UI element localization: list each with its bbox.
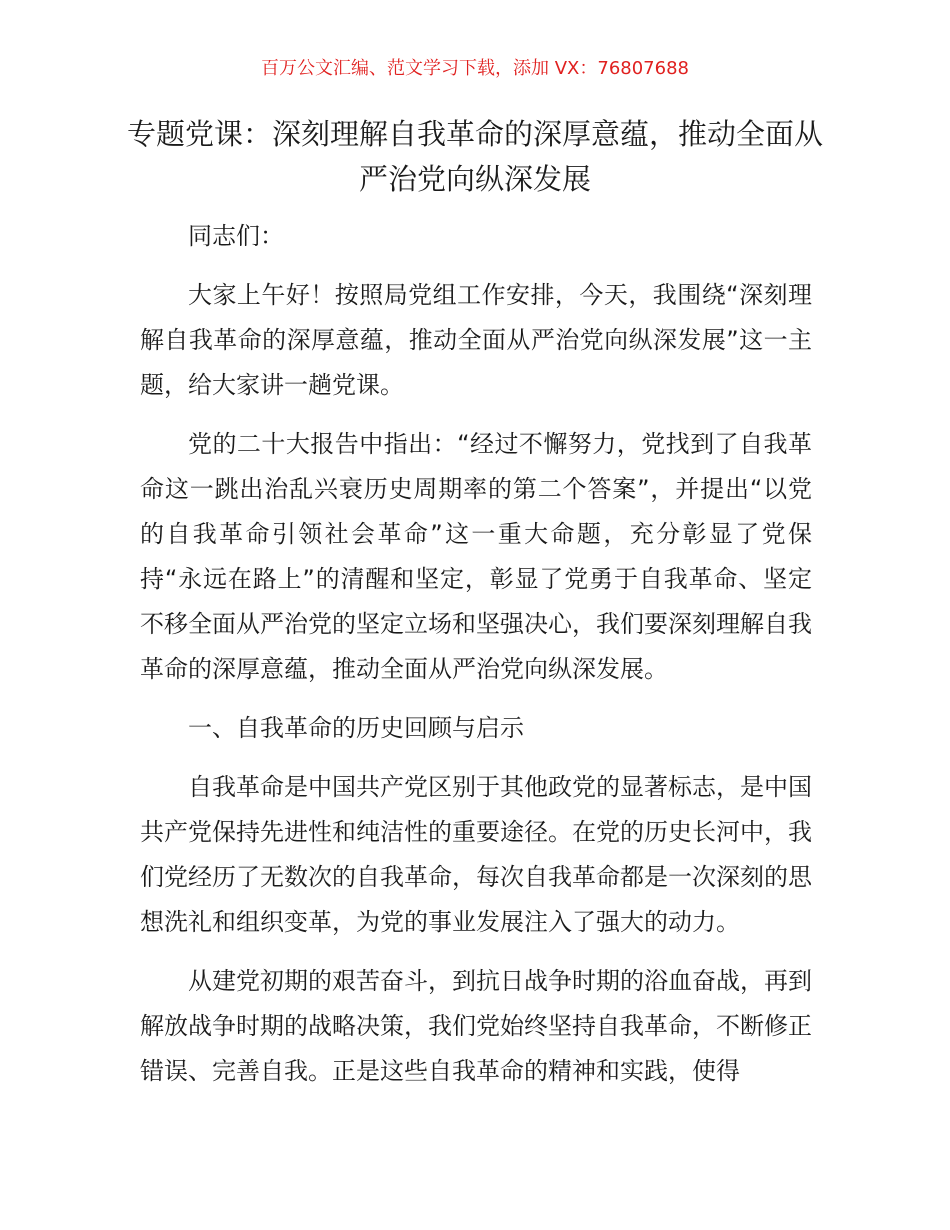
header-watermark-note: 百万公文汇编、范文学习下载，添加 VX：76807688 xyxy=(261,58,689,79)
body-paragraph: 自我革命是中国共产党区别于其他政党的显著标志，是中国共产党保持先进性和纯洁性的重要途径。在党的历史长河中，我们党经历了无数次的自我革命，每次自我革命都是一次深刻的思想洗礼和组织变革，为党的事业发展注入了强大的动力。 xyxy=(140,773,812,936)
salutation-paragraph: 同志们： xyxy=(188,222,284,250)
document-title: 专题党课：深刻理解自我革命的深厚意蕴，推动全面从严治党向纵深发展 xyxy=(126,117,823,196)
section-heading: 一、自我革命的历史回顾与启示 xyxy=(188,714,524,742)
body-paragraph: 大家上午好！按照局党组工作安排，今天，我围绕“深刻理解自我革命的深厚意蕴，推动全面从严治党向纵深发展”这一主题，给大家讲一趟党课。 xyxy=(140,281,812,399)
body-paragraph: 从建党初期的艰苦奋斗，到抗日战争时期的浴血奋战，再到解放战争时期的战略决策，我们党始终坚持自我革命，不断修正错误、完善自我。正是这些自我革命的精神和实践，使得 xyxy=(140,967,812,1085)
body-paragraph: 党的二十大报告中指出：“经过不懈努力，党找到了自我革命这一跳出治乱兴衰历史周期率的第二个答案”，并提出“以党的自我革命引领社会革命”这一重大命题，充分彰显了党保持“永远在路上”的清醒和坚定，彰显了党勇于自我革命、坚定不移全面从严治党的坚定立场和坚强决心，我们要深刻理解自我革命的深厚意蕴，推动全面从严治党向纵深发展。 xyxy=(140,430,812,683)
document-body xyxy=(140,214,812,1108)
